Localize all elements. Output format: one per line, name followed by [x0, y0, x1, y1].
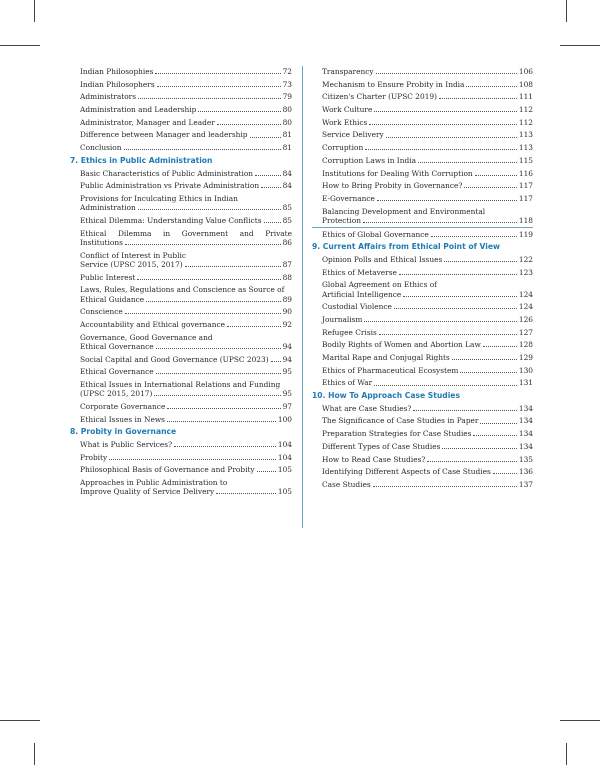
- toc-entry[interactable]: [312, 328, 533, 337]
- toc-right-column: [312, 67, 533, 493]
- page-number: 85: [282, 215, 292, 225]
- entry-title: Journalism: [322, 314, 363, 324]
- page-number: 81: [282, 143, 292, 153]
- entry-title: How to Bring Probity in Governance?: [322, 181, 463, 191]
- page-number: 86: [282, 237, 292, 247]
- dot-leader: [473, 435, 516, 436]
- page-number: 90: [282, 307, 292, 317]
- dot-leader: [363, 222, 517, 223]
- dot-leader: [216, 493, 276, 494]
- dot-leader: [386, 137, 517, 138]
- entry-title: Identifying Different Aspects of Case Studies: [322, 467, 491, 477]
- entry-title-line1: Governance, Good Governance and: [80, 332, 213, 342]
- toc-entry[interactable]: [312, 378, 533, 387]
- dot-leader: [431, 236, 517, 237]
- toc-entry[interactable]: [70, 169, 292, 178]
- entry-title: Ethical Governance: [80, 367, 154, 377]
- entry-title-line2: (UPSC 2015, 2017): [80, 389, 153, 399]
- chapter-heading: 9. Current Affairs from Ethical Point of View: [312, 242, 501, 252]
- crop-mark-bl-h: [0, 720, 40, 721]
- dot-leader: [125, 313, 281, 314]
- entry-title-line2-row: [322, 290, 533, 299]
- dot-leader: [261, 187, 280, 188]
- dot-leader: [155, 73, 280, 74]
- toc-entry[interactable]: [70, 216, 292, 225]
- dot-leader: [374, 385, 517, 386]
- page-number: 117: [518, 193, 533, 203]
- toc-entry[interactable]: [312, 92, 533, 101]
- entry-title: Service Delivery: [322, 130, 384, 140]
- crop-mark-tr-v: [566, 0, 567, 22]
- dot-leader: [379, 334, 517, 335]
- entry-title: Accountability and Ethical governance: [80, 319, 225, 329]
- entry-title: What is Public Services?: [80, 439, 173, 449]
- page-number: 134: [518, 403, 533, 413]
- toc-entry[interactable]: [312, 366, 533, 375]
- dot-leader: [271, 361, 281, 362]
- dot-leader: [109, 459, 276, 460]
- dot-leader: [464, 187, 517, 188]
- toc-entry[interactable]: [70, 92, 292, 101]
- entry-title: Administrator, Manager and Leader: [80, 117, 215, 127]
- crop-mark-tl-h: [0, 45, 40, 46]
- entry-title: Conscience: [80, 307, 123, 317]
- toc-entry[interactable]: [70, 273, 292, 282]
- toc-entry[interactable]: [312, 230, 533, 239]
- entry-title-line2-row: [80, 487, 292, 496]
- toc-entry[interactable]: [312, 480, 533, 489]
- toc-entry[interactable]: [312, 169, 533, 178]
- dot-leader: [138, 209, 281, 210]
- toc-entry[interactable]: [312, 302, 533, 311]
- page-number: 113: [518, 143, 533, 153]
- dot-leader: [227, 326, 281, 327]
- page-number: 135: [518, 454, 533, 464]
- entry-title: Philosophical Basis of Governance and Probity: [80, 465, 255, 475]
- page-number: 134: [518, 429, 533, 439]
- page-number: 104: [277, 439, 292, 449]
- dot-leader: [174, 446, 276, 447]
- toc-entry[interactable]: [70, 355, 292, 364]
- dot-leader: [475, 175, 517, 176]
- entry-title: Social Capital and Good Governance (UPSC 2023): [80, 354, 269, 364]
- entry-title: Difference between Manager and leadership: [80, 130, 248, 140]
- page-number: 118: [518, 215, 533, 225]
- toc-entry[interactable]: [70, 229, 292, 248]
- entry-title: The Significance of Case Studies in Paper: [322, 416, 479, 426]
- page-number: 131: [518, 378, 533, 388]
- toc-entry[interactable]: [70, 402, 292, 411]
- entry-title-line1: Conflict of Interest in Public: [80, 250, 186, 260]
- entry-title-line2: Service (UPSC 2015, 2017): [80, 259, 183, 269]
- toc-entry[interactable]: [312, 207, 533, 226]
- crop-mark-bl-v: [34, 743, 35, 765]
- entry-title: Corruption: [322, 143, 364, 153]
- page-number: 113: [518, 130, 533, 140]
- toc-entry[interactable]: [70, 333, 292, 352]
- entry-title-line2: Artificial Intelligence: [322, 289, 402, 299]
- page-number: 137: [518, 479, 533, 489]
- toc-entry[interactable]: [70, 251, 292, 270]
- entry-title: E-Governance: [322, 193, 375, 203]
- entry-title: Indian Philosophies: [80, 67, 154, 76]
- entry-title: Citizen's Charter (UPSC 2019): [322, 92, 437, 102]
- entry-title: Probity: [80, 452, 108, 462]
- entry-title-line2: Protection: [322, 215, 361, 225]
- toc-entry[interactable]: [312, 442, 533, 451]
- page-number: 117: [518, 181, 533, 191]
- dot-leader: [146, 301, 280, 302]
- entry-title: Different Types of Case Studies: [322, 441, 441, 451]
- entry-title-line2-row: [80, 295, 292, 304]
- toc-entry[interactable]: [312, 156, 533, 165]
- page-number: 92: [282, 319, 292, 329]
- page-number: 106: [518, 67, 533, 76]
- entry-title: Administration and Leadership: [80, 105, 197, 115]
- toc-entry[interactable]: [70, 465, 292, 474]
- entry-title-line1: Approaches in Public Administration to: [80, 478, 228, 488]
- toc-entry[interactable]: [312, 143, 533, 152]
- toc-entry[interactable]: [312, 80, 533, 89]
- entry-title-line2-row: [80, 389, 292, 398]
- entry-title: How to Read Case Studies?: [322, 454, 426, 464]
- entry-title: Bodily Rights of Women and Abortion Law: [322, 340, 481, 350]
- toc-entry[interactable]: [70, 67, 292, 76]
- page-number: 123: [518, 267, 533, 277]
- dot-leader: [480, 423, 516, 424]
- dot-leader: [466, 86, 516, 87]
- page-number: 108: [518, 79, 533, 89]
- toc-entry[interactable]: [70, 105, 292, 114]
- dot-leader: [460, 372, 517, 373]
- dot-leader: [413, 410, 517, 411]
- page-number: 127: [518, 327, 533, 337]
- toc-entry[interactable]: [70, 367, 292, 376]
- dot-leader: [418, 162, 517, 163]
- entry-title: Refugee Crisis: [322, 327, 377, 337]
- dot-leader: [250, 137, 281, 138]
- entry-title: Transparency: [322, 67, 374, 76]
- toc-entry[interactable]: [312, 118, 533, 127]
- toc-entry[interactable]: [70, 285, 292, 304]
- entry-title: Custodial Violence: [322, 302, 392, 312]
- page-number: 88: [282, 272, 292, 282]
- toc-entry[interactable]: [70, 118, 292, 127]
- toc-entry[interactable]: [70, 130, 292, 139]
- page-number: 84: [282, 168, 292, 178]
- dot-leader: [125, 244, 281, 245]
- page-number: 116: [518, 168, 533, 178]
- toc-entry[interactable]: [70, 194, 292, 213]
- entry-title: Ethics of War: [322, 378, 373, 388]
- dot-leader: [185, 266, 281, 267]
- toc-entry[interactable]: [312, 315, 533, 324]
- page-number: 112: [518, 117, 533, 127]
- entry-title: Mechanism to Ensure Probity in India: [322, 79, 465, 89]
- toc-entry[interactable]: [312, 404, 533, 413]
- entry-title: Work Culture: [322, 105, 373, 115]
- page-number: 85: [282, 203, 292, 213]
- entry-title-line1: Balancing Development and Environmental: [322, 206, 486, 216]
- dot-leader: [444, 261, 517, 262]
- page-number: 73: [282, 79, 292, 89]
- dot-leader: [427, 461, 517, 462]
- entry-title: What are Case Studies?: [322, 403, 412, 413]
- page-number: 105: [277, 465, 292, 475]
- dot-leader: [403, 296, 517, 297]
- dot-leader: [156, 348, 281, 349]
- page-number: 80: [282, 117, 292, 127]
- dot-leader: [264, 222, 281, 223]
- column-divider: [302, 66, 303, 528]
- entry-title: Preparation Strategies for Case Studies: [322, 429, 472, 439]
- entry-title: Public Administration vs Private Administration: [80, 181, 260, 191]
- dot-leader: [154, 395, 280, 396]
- dot-leader: [442, 448, 516, 449]
- entry-title-line2-row: [80, 238, 292, 247]
- page-number: 124: [518, 302, 533, 312]
- toc-entry[interactable]: [312, 194, 533, 203]
- entry-title: Corporate Governance: [80, 401, 166, 411]
- toc-entry[interactable]: [70, 440, 292, 449]
- toc-entry[interactable]: [312, 416, 533, 425]
- page-number: 95: [282, 389, 292, 399]
- entry-title: Institutions for Dealing With Corruption: [322, 168, 473, 178]
- dot-leader: [373, 486, 517, 487]
- dot-leader: [138, 98, 281, 99]
- toc-entry[interactable]: [312, 268, 533, 277]
- dot-leader: [377, 200, 517, 201]
- entry-title: Corruption Laws in India: [322, 155, 416, 165]
- entry-title-line2-row: [80, 260, 292, 269]
- page-number: 111: [518, 92, 533, 102]
- entry-title-line2: Ethical Guidance: [80, 294, 145, 304]
- toc-entry[interactable]: [70, 478, 292, 497]
- page-number: 129: [518, 353, 533, 363]
- chapter-heading: 8. Probity in Governance: [70, 427, 177, 437]
- page-number: 134: [518, 416, 533, 426]
- dot-leader: [374, 111, 517, 112]
- toc-entry[interactable]: [312, 353, 533, 362]
- entry-title: Conclusion: [80, 143, 122, 153]
- entry-title: Administrators: [80, 92, 137, 102]
- chapter-heading: 7. Ethics in Public Administration: [70, 155, 213, 165]
- page-number: 80: [282, 105, 292, 115]
- entry-title: Ethics of Global Governance: [322, 229, 429, 239]
- toc-entry[interactable]: [312, 255, 533, 264]
- page-number: 87: [282, 259, 292, 269]
- toc-entry[interactable]: [312, 280, 533, 299]
- toc-left-column: [70, 67, 292, 500]
- entry-title: Ethics of Pharmaceutical Ecosystem: [322, 365, 459, 375]
- entry-title-line1: Provisions for Inculcating Ethics in Indian: [80, 193, 238, 203]
- dot-leader: [257, 471, 276, 472]
- page-number: 126: [518, 314, 533, 324]
- dot-leader: [167, 408, 280, 409]
- page-number: 97: [282, 401, 292, 411]
- page-number: 81: [282, 130, 292, 140]
- dot-leader: [198, 111, 280, 112]
- dot-leader: [124, 149, 281, 150]
- dot-leader: [364, 321, 516, 322]
- entry-title-line2-row: [80, 342, 292, 351]
- entry-title-line1: Ethical Dilemma in Government and Private: [80, 228, 292, 238]
- page-number: 95: [282, 367, 292, 377]
- entry-separator: [312, 227, 533, 228]
- entry-title-line1: Laws, Rules, Regulations and Conscience as Source of: [80, 285, 285, 295]
- dot-leader: [399, 274, 517, 275]
- entry-title-line2: Improve Quality of Service Delivery: [80, 487, 215, 497]
- entry-title-line2: Administration: [80, 203, 136, 213]
- dot-leader: [255, 175, 281, 176]
- entry-title: Ethics of Metaverse: [322, 267, 397, 277]
- page-number: 112: [518, 105, 533, 115]
- entry-title-line1: Global Agreement on Ethics of: [322, 280, 437, 290]
- page-number: 124: [518, 289, 533, 299]
- crop-mark-tr-h: [560, 45, 600, 46]
- dot-leader: [483, 346, 517, 347]
- entry-title: Marital Rape and Conjugal Rights: [322, 353, 450, 363]
- toc-entry[interactable]: [312, 105, 533, 114]
- page-number: 84: [282, 181, 292, 191]
- dot-leader: [376, 73, 517, 74]
- entry-title: Opinion Polls and Ethical Issues: [322, 254, 443, 264]
- page-number: 72: [282, 67, 292, 76]
- entry-title-line2: Ethical Governance: [80, 341, 154, 351]
- dot-leader: [217, 124, 281, 125]
- crop-mark-br-v: [566, 743, 567, 765]
- toc-entry[interactable]: [70, 453, 292, 462]
- page-number: 134: [518, 441, 533, 451]
- toc-entry[interactable]: [312, 429, 533, 438]
- page-number: 136: [518, 467, 533, 477]
- chapter-heading: 10. How To Approach Case Studies: [312, 391, 460, 401]
- toc-entry[interactable]: [70, 415, 292, 424]
- page-number: 115: [518, 155, 533, 165]
- toc-entry[interactable]: [70, 320, 292, 329]
- toc-entry[interactable]: [312, 181, 533, 190]
- dot-leader: [365, 149, 517, 150]
- page-number: 94: [282, 341, 292, 351]
- dot-leader: [452, 359, 517, 360]
- dot-leader: [137, 279, 280, 280]
- entry-title-line2-row: [80, 203, 292, 212]
- dot-leader: [157, 86, 281, 87]
- page-number: 119: [518, 229, 533, 239]
- entry-title-line2-row: [322, 216, 533, 225]
- crop-mark-br-h: [560, 720, 600, 721]
- dot-leader: [439, 98, 517, 99]
- toc-entry[interactable]: [312, 340, 533, 349]
- dot-leader: [156, 373, 281, 374]
- entry-title: Ethical Dilemma: Understanding Value Conflicts: [80, 215, 262, 225]
- page-number: 122: [518, 254, 533, 264]
- page-number: 128: [518, 340, 533, 350]
- page-number: 105: [277, 487, 292, 497]
- page-number: 100: [277, 414, 292, 424]
- page-number: 130: [518, 365, 533, 375]
- page-number: 94: [282, 354, 292, 364]
- dot-leader: [493, 473, 517, 474]
- dot-leader: [394, 308, 517, 309]
- entry-title: Case Studies: [322, 479, 371, 489]
- toc-entry[interactable]: [70, 380, 292, 399]
- dot-leader: [167, 421, 276, 422]
- toc-entry[interactable]: [312, 130, 533, 139]
- toc-entry[interactable]: [70, 80, 292, 89]
- page-number: 89: [282, 294, 292, 304]
- page-number: 104: [277, 452, 292, 462]
- entry-title: Public Interest: [80, 272, 136, 282]
- dot-leader: [369, 124, 517, 125]
- entry-title: Basic Characteristics of Public Administration: [80, 168, 254, 178]
- entry-title: Indian Philosophers: [80, 79, 155, 89]
- entry-title-line2: Institutions: [80, 237, 123, 247]
- toc-entry[interactable]: [70, 181, 292, 190]
- crop-mark-tl-v: [34, 0, 35, 22]
- entry-title: Work Ethics: [322, 117, 368, 127]
- toc-entry[interactable]: [70, 143, 292, 152]
- entry-title: Ethical Issues in News: [80, 414, 165, 424]
- toc-entry[interactable]: [312, 67, 533, 76]
- page-number: 79: [282, 92, 292, 102]
- toc-entry[interactable]: [70, 307, 292, 316]
- toc-entry[interactable]: [312, 455, 533, 464]
- entry-title-line1: Ethical Issues in International Relations and Funding: [80, 379, 281, 389]
- toc-entry[interactable]: [312, 467, 533, 476]
